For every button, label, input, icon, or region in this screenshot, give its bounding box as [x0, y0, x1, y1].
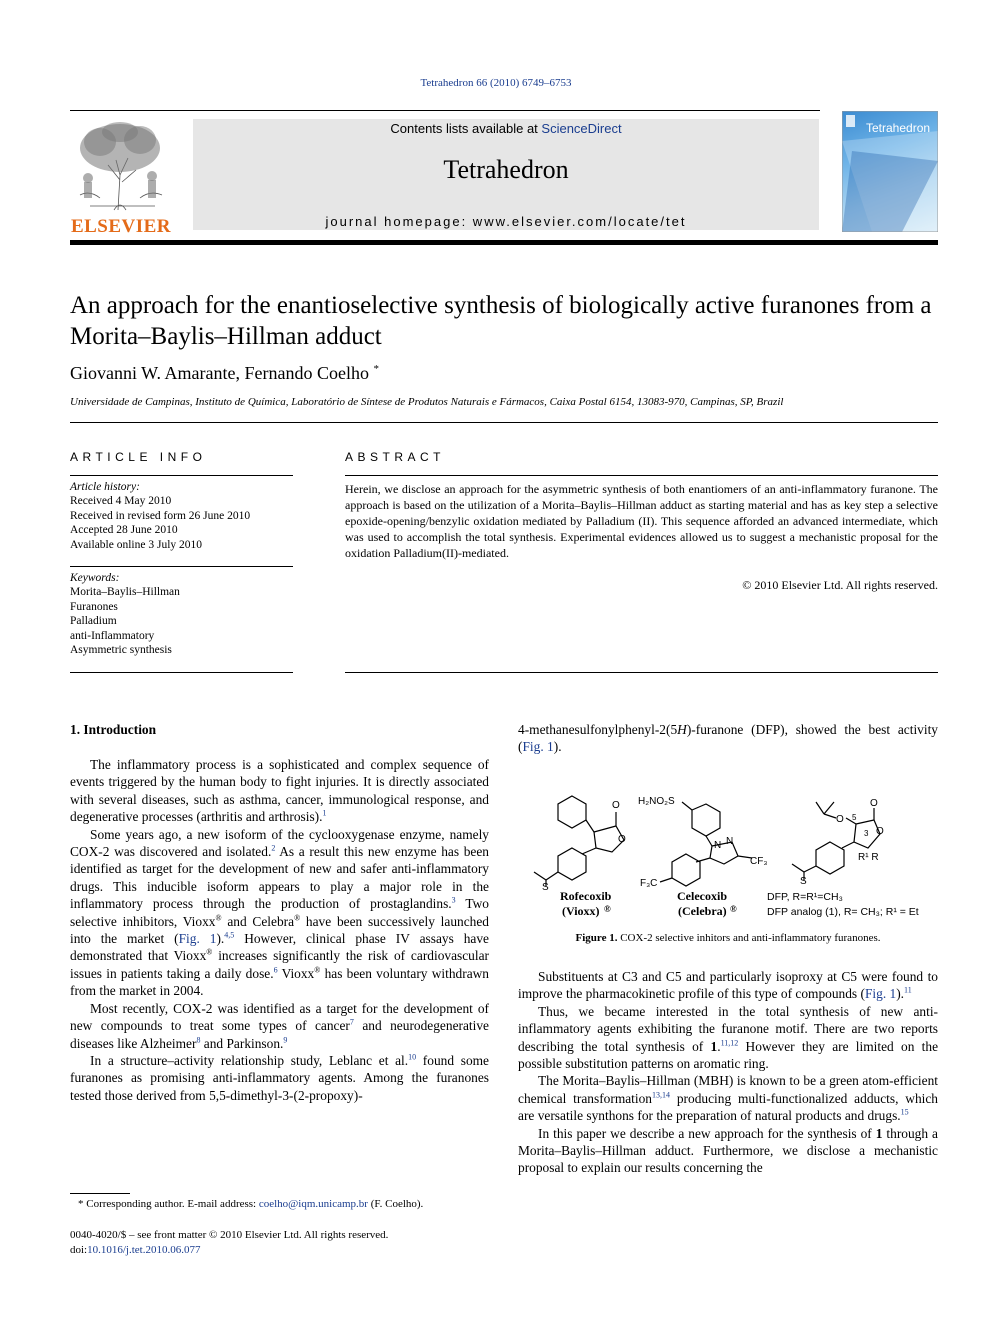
benzene-ring — [816, 842, 844, 874]
atom-label: O — [876, 826, 884, 837]
history-item: Received 4 May 2010 — [70, 495, 172, 508]
history-item: Accepted 28 June 2010 — [70, 524, 178, 537]
abstract-copyright: © 2010 Elsevier Ltd. All rights reserved. — [742, 578, 938, 592]
atom-label: O — [612, 800, 620, 811]
issn-line: 0040-4020/$ – see front matter © 2010 Elsevier Ltd. All rights reserved. — [70, 1229, 389, 1241]
article-title: An approach for the enantioselective synthesis of biologically active furanones from a Morita–Baylis–Hillman adduct — [70, 292, 932, 350]
corresponding-author-footnote — [78, 1197, 498, 1212]
elsevier-tree-icon — [70, 120, 172, 212]
text-run: As a result this new enzyme has been identified as target for the development of new and safer anti-inflammatory drugs. This inducible isoform appears to play a major role in the inflammatory process through the production of prostaglandins. — [70, 844, 489, 912]
elsevier-logo — [70, 120, 172, 235]
registered-mark: ® — [730, 904, 737, 914]
text-run: However they are limited on the possible substitution patterns on aromatic ring. — [518, 1038, 939, 1072]
article-info-heading: ARTICLE INFO — [70, 450, 207, 464]
figure-1-structures — [520, 790, 940, 930]
text-run: doi: — [70, 1243, 88, 1256]
article-history — [70, 480, 300, 552]
figure-ref[interactable]: Fig. 1 — [178, 931, 217, 947]
title-rule — [70, 422, 938, 423]
atom-label: CF₃ — [750, 856, 768, 867]
doi-line — [70, 1243, 490, 1258]
text-run: )-furanone (DFP), showed the best activity ( — [518, 722, 938, 755]
text-run: ). — [896, 986, 905, 1002]
registered-mark: ® — [604, 904, 611, 914]
abstract-heading: ABSTRACT — [345, 450, 446, 464]
text-run: has been voluntary withdrawn from the market in 2004. — [70, 965, 489, 999]
header-rule-top — [70, 110, 820, 111]
paragraph — [70, 1000, 489, 1052]
benzene-ring — [558, 848, 586, 880]
abstract-text: Herein, we disclose an approach for the asymmetric synthesis of both enantiomers of an anti-inflammatory furanone. The approach is based on the utilization of a Morita–Baylis–Hillman adduct as starting material and has as key step a selective epoxide-opening/benzylic oxidation mediated by Palladium (II). This sequence afforded an advanced intermediate, which was used to accomplish the total synthesis. Experimental evidences allowed us to suggest a mechanistic proposal for the oxidation Palladium(II)-mediated. — [345, 482, 938, 560]
registered-mark: ® — [294, 913, 301, 923]
text-run: Substituents at C3 and C5 and particularly isoproxy at C5 were found to improve the pharmacokinetic profile of this type of compounds ( — [518, 969, 938, 1002]
text-run: and neurodegenerative diseases like Alzheimer — [70, 1018, 489, 1051]
contents-line — [193, 121, 819, 136]
dfp-analog-label: DFP analog (1), R= CH₃; R¹ = Et — [767, 906, 919, 918]
author-name[interactable]: Fernando Coelho — [244, 363, 369, 383]
text-run: H — [677, 722, 687, 737]
compound-name: Rofecoxib — [560, 889, 612, 903]
compound-ref: 1 — [710, 1038, 718, 1054]
text-run: However, clinical phase IV assays have demonstrated that Vioxx — [70, 931, 489, 964]
dfp-label: DFP, R=R¹=CH₃ — [767, 891, 843, 903]
citation-ref[interactable]: 8 — [196, 1035, 201, 1045]
journal-homepage[interactable]: journal homepage: www.elsevier.com/locate/tet — [325, 214, 687, 229]
citation-ref[interactable]: 7 — [349, 1017, 354, 1027]
compound-brand: (Celebra) — [678, 904, 727, 918]
right-column-body — [518, 968, 938, 1177]
citation-ref[interactable]: 11 — [904, 985, 912, 995]
right-column-continuation — [518, 721, 938, 756]
paragraph — [518, 1072, 938, 1124]
figure-1-caption — [518, 932, 938, 944]
cover-title: Tetrahedron — [866, 121, 931, 135]
history-item: Available online 3 July 2010 — [70, 538, 203, 551]
author-list — [70, 363, 379, 384]
text-run: ). — [216, 931, 225, 947]
text-run: and Celebra — [221, 913, 295, 929]
text-run: Some years ago, a new isoform of the cyclooxygenase enzyme, namely COX-2 was discovered and isolated. — [70, 826, 489, 860]
history-item: Received in revised form 26 June 2010 — [70, 509, 251, 522]
atom-label: H₂NO₂S — [638, 796, 675, 807]
journal-title: Tetrahedron — [443, 155, 569, 184]
keyword-item: Palladium — [70, 615, 117, 628]
author-name[interactable]: Giovanni W. Amarante, — [70, 363, 245, 383]
text-run: have been successively launched into the market ( — [70, 913, 489, 947]
abstract-rule-top — [345, 475, 938, 476]
text-run: producing multi-functionalized adducts, which are versatile synthons for the preparation of natural products and drugs. — [518, 1090, 938, 1124]
caption-text: COX-2 selective inhitors and anti-inflammatory furanones. — [617, 932, 881, 944]
section-heading-introduction: 1. Introduction — [70, 722, 157, 737]
text-run: through a Morita–Baylis–Hillman adduct. Furthermore, we disclose a mechanistic proposal to explain our results concerning the — [518, 1125, 938, 1176]
atom-label: F₃C — [640, 878, 658, 889]
figure-ref[interactable]: Fig. 1 — [864, 986, 897, 1002]
keyword-item: anti-Inflammatory — [70, 629, 155, 642]
atom-label: S — [542, 882, 549, 893]
elsevier-wordmark: ELSEVIER — [70, 216, 172, 237]
compound-ref: 1 — [875, 1125, 883, 1141]
affiliation: Universidade de Campinas, Instituto de Química, Laboratório de Síntese de Produtos Naturais e Fármacos, Caixa Postal 6154, 13083-970, Campinas, SP, Brazil — [70, 396, 784, 408]
atom-label: N — [726, 836, 734, 847]
registered-mark: ® — [215, 913, 222, 923]
keyword-item: Asymmetric synthesis — [70, 644, 172, 657]
citation-ref[interactable]: 2 — [271, 843, 276, 853]
citation-ref[interactable]: 11,12 — [720, 1038, 739, 1048]
text-run: (F. Coelho). — [367, 1198, 424, 1210]
paragraph — [70, 826, 489, 1000]
text-run: and Parkinson. — [200, 1035, 284, 1051]
atom-label: N — [714, 840, 722, 851]
atom-number: 3 — [864, 829, 869, 838]
corresponding-author-mark[interactable]: * — [373, 363, 379, 375]
footnote-rule — [70, 1193, 130, 1194]
info-rule-2 — [70, 566, 293, 567]
text-run: 4-methanesulfonylphenyl-2(5 — [518, 722, 678, 737]
paragraph — [518, 721, 938, 756]
citation-ref[interactable]: 3 — [451, 895, 456, 905]
left-column-body — [70, 756, 489, 1104]
text-run: found some furanones as promising anti-inflammatory agents. Among the furanones tested those derived from 5,5-dimethyl-3-(2-propoxy)- — [70, 1052, 490, 1103]
benzene-ring — [672, 854, 700, 886]
compound-brand: (Vioxx) — [562, 904, 600, 918]
benzene-ring — [692, 804, 720, 836]
atom-label: S — [800, 876, 807, 887]
compound-name: Celecoxib — [677, 889, 727, 903]
header-rule-thick — [70, 240, 938, 245]
paragraph — [70, 1052, 489, 1104]
atom-label: O — [836, 814, 844, 825]
abstract-rule-bottom — [345, 672, 938, 673]
benzene-ring — [558, 796, 586, 828]
email-link[interactable]: coelho@iqm.unicamp.br — [258, 1198, 368, 1210]
citation-ref[interactable]: 15 — [900, 1107, 909, 1117]
info-rule-1 — [70, 475, 293, 476]
text-run: The Morita–Baylis–Hillman (MBH) is known to be a green atom-efficient chemical transformation — [518, 1073, 938, 1106]
text-run: increases significantly the risk of cardiovascular issues in patients taking a daily dose. — [70, 948, 489, 981]
doi-link[interactable]: 10.1016/j.tet.2010.06.077 — [87, 1243, 201, 1256]
atom-label: R¹ R — [858, 852, 879, 863]
text-run: . — [717, 1038, 721, 1054]
text-run: In a structure–activity relationship study, Leblanc et al. — [90, 1052, 409, 1068]
keyword-item: Morita–Baylis–Hillman — [70, 586, 180, 599]
citation-ref[interactable]: 4,5 — [224, 930, 235, 940]
front-matter-note — [70, 1228, 490, 1257]
info-rule-3 — [70, 672, 293, 673]
text-run: Two selective inhibitors, Vioxx — [70, 896, 490, 929]
citation-ref[interactable]: 13,14 — [652, 1090, 671, 1100]
paragraph — [518, 1125, 938, 1177]
text-run: Most recently, COX-2 was identified as a target for the development of new compounds to treat some types of cancer — [70, 1000, 489, 1034]
keywords — [70, 571, 300, 657]
text-run: In this paper we describe a new approach for the synthesis of — [538, 1125, 876, 1141]
paragraph — [518, 968, 938, 1003]
history-label: Article history: — [70, 481, 140, 493]
figure-1 — [520, 790, 940, 930]
journal-cover-thumbnail[interactable] — [842, 111, 938, 232]
text-run: Vioxx — [277, 965, 315, 981]
text-run: The inflammatory process is a sophisticated and complex sequence of events triggered by the human body to fight injuries. It is directly associated with several diseases, such as asthma, cancer, immunological response, and degenerative processes (arthritis and arthrosis). — [70, 757, 489, 825]
atom-label: O — [870, 798, 878, 809]
keywords-label: Keywords: — [70, 572, 120, 584]
text-run: ). — [553, 739, 562, 755]
sciencedirect-link[interactable]: ScienceDirect — [541, 121, 622, 136]
citation-ref[interactable]: 6 — [273, 965, 278, 975]
registered-mark: ® — [314, 965, 321, 975]
paragraph — [518, 1003, 938, 1073]
citation-ref[interactable]: 1 — [322, 808, 327, 818]
figure-ref[interactable]: Fig. 1 — [522, 739, 554, 755]
citation-ref[interactable]: 10 — [408, 1052, 417, 1062]
paragraph — [70, 756, 489, 826]
citation-ref[interactable]: 9 — [283, 1035, 288, 1045]
caption-label: Figure 1. — [575, 932, 618, 944]
registered-mark: ® — [206, 948, 213, 957]
text-run: Thus, we became interested in the total synthesis of new anti-inflammatory agents exhibiting the furanone motif. There are two reports describing the total synthesis of — [518, 1003, 938, 1054]
journal-citation[interactable]: Tetrahedron 66 (2010) 6749–6753 — [420, 77, 572, 89]
keyword-item: Furanones — [70, 600, 118, 613]
atom-number: 5 — [852, 813, 857, 822]
text-run: * Corresponding author. E-mail address: — [78, 1198, 259, 1210]
contents-prefix: Contents lists available at — [390, 121, 542, 136]
atom-label: O — [618, 834, 626, 845]
